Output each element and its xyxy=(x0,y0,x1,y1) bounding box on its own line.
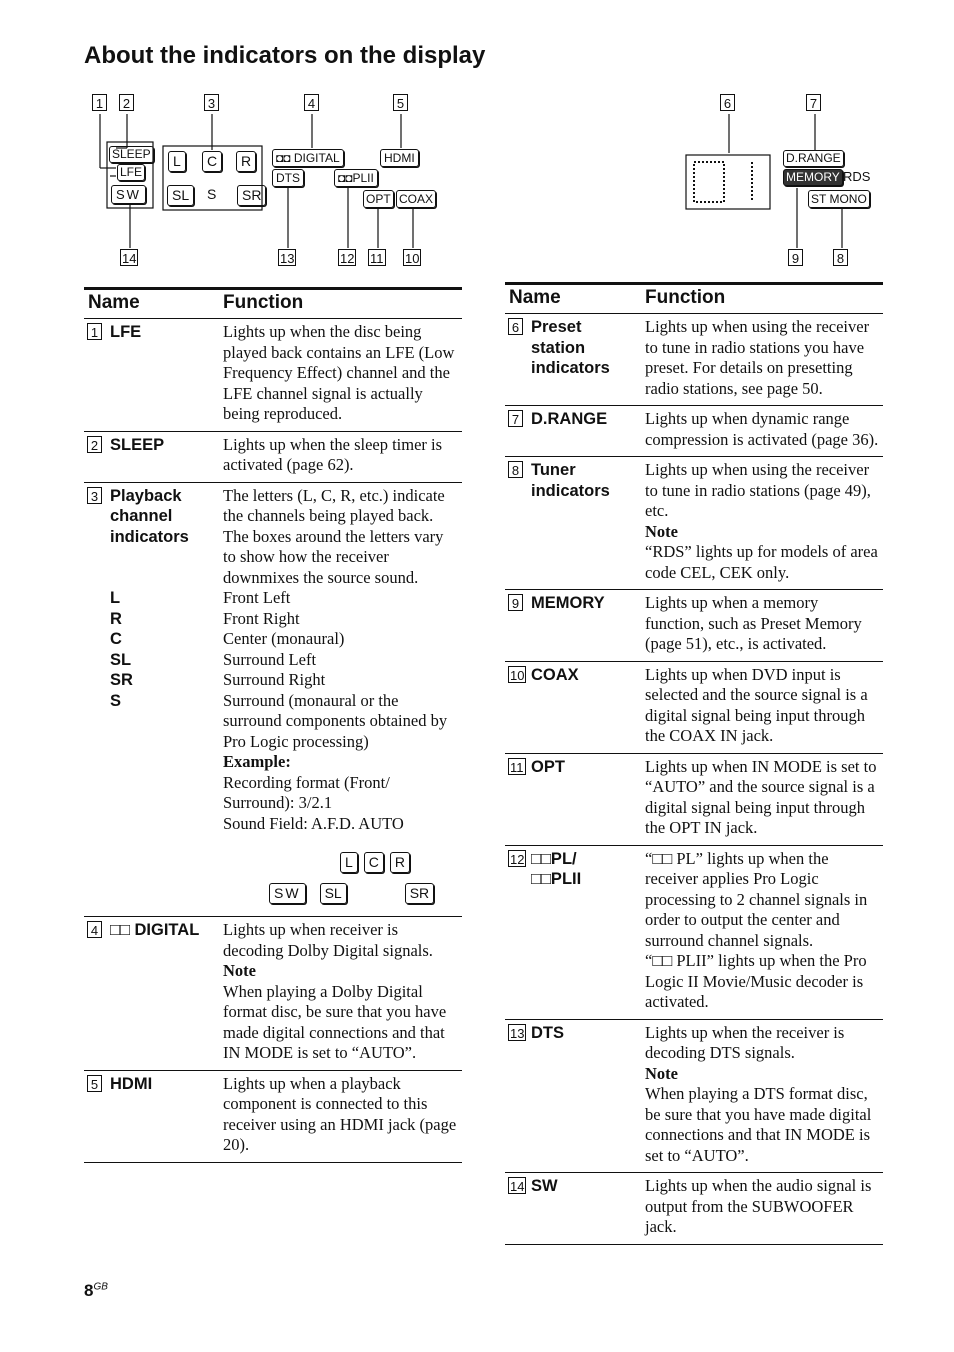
callout-11: 11 xyxy=(370,251,384,266)
indicator-name: indicators xyxy=(531,359,610,377)
indicator-function: Lights up when a memory function, such as Preset Memory (page 51), etc., is activated. xyxy=(645,593,862,653)
row-number: 14 xyxy=(510,1179,525,1194)
callout-9: 9 xyxy=(788,249,803,266)
left-indicator-table xyxy=(84,287,462,1163)
row-number: 1 xyxy=(87,323,102,340)
dts-indicator: DTS xyxy=(272,169,304,187)
drange-indicator: D.RANGE xyxy=(783,150,844,167)
channel-code: C xyxy=(110,630,122,648)
l-indicator: L xyxy=(168,151,186,172)
indicator-name: □□PL/ xyxy=(531,849,577,868)
indicator-function: Lights up when using the receiver to tune in radio stations you have preset. For details on presetting radio stations, see page 50. xyxy=(645,317,870,398)
page-title: About the indicators on the display xyxy=(84,42,486,69)
channel-code: SR xyxy=(110,671,133,689)
table-row xyxy=(505,845,883,1019)
example-line: Sound Field: A.F.D. AUTO xyxy=(223,813,404,833)
c-indicator: C xyxy=(202,151,222,172)
table-row xyxy=(505,753,883,845)
example-box: SR xyxy=(405,883,434,904)
rds-indicator: RDS xyxy=(843,169,871,184)
callout-5: 5 xyxy=(393,94,408,111)
indicator-name: station xyxy=(531,338,586,357)
indicator-name: MEMORY xyxy=(531,594,605,612)
s-indicator: S xyxy=(207,186,217,202)
page-suffix: GB xyxy=(93,1281,108,1293)
table-row xyxy=(84,1070,462,1162)
callout-12: 12 xyxy=(340,251,355,266)
row-number: 6 xyxy=(508,318,523,335)
name-header: Name xyxy=(84,289,219,319)
r-indicator: R xyxy=(236,151,256,172)
dolby-icon: ◘◘ xyxy=(338,171,353,185)
callout-13: 13 xyxy=(280,251,295,266)
name-header: Name xyxy=(505,284,641,314)
indicator-function: Lights up when a playback component is connected to this receiver using an HDMI jack (page 20). xyxy=(223,1073,457,1154)
table-row xyxy=(505,1019,883,1173)
row-number: 12 xyxy=(510,851,525,867)
indicator-function: Lights up when dynamic range compression is activated (page 36). xyxy=(645,409,879,449)
row-number: 10 xyxy=(510,667,525,683)
indicator-function: Lights up when IN MODE is set to “AUTO” and the source signal is a digital signal being input through the OPT IN jack. xyxy=(645,756,877,837)
indicator-function: “□□ PL” lights up when the receiver applies Pro Logic processing to 2 channel signals in order to output the center and surround channel signals. xyxy=(645,848,868,950)
indicator-function: The letters (L, C, R, etc.) indicate the channels being played back. The boxes around the letters vary to show how the receiver downmixes the source sound. xyxy=(223,485,445,587)
indicator-function: Lights up when the audio signal is output from the SUBWOOFER jack. xyxy=(645,1176,872,1236)
table-row xyxy=(84,431,462,482)
table-row xyxy=(84,917,462,1071)
channel-code: SL xyxy=(110,650,132,669)
example-label: Example: xyxy=(223,752,291,771)
callout-3: 3 xyxy=(204,94,219,111)
table-row xyxy=(505,457,883,590)
example-box: SL xyxy=(320,883,347,904)
table-row xyxy=(84,319,462,432)
callout-8: 8 xyxy=(833,249,848,266)
indicator-name: Tuner xyxy=(531,461,576,479)
indicator-name: SW xyxy=(531,1177,558,1195)
indicator-name: LFE xyxy=(110,323,142,341)
table-row xyxy=(505,1173,883,1245)
indicator-name: channel xyxy=(110,507,173,525)
indicator-function: Lights up when the sleep timer is activated (page 62). xyxy=(223,434,443,474)
row-number: 7 xyxy=(508,410,523,427)
example-bottom-boxes xyxy=(223,883,458,904)
sw-indicator: SW xyxy=(111,185,146,204)
indicator-function: Lights up when DVD input is selected and the source signal is a digital signal being input through the COAX IN jack. xyxy=(645,664,868,745)
row-number: 2 xyxy=(87,436,102,453)
table-row xyxy=(505,406,883,457)
digital-label: DIGITAL xyxy=(293,151,340,165)
indicator-name: OPT xyxy=(531,757,565,776)
indicator-function: Lights up when using the receiver to tune in radio stations (page 49), etc. xyxy=(645,460,871,520)
indicator-name: HDMI xyxy=(110,1074,153,1093)
table-row xyxy=(505,661,883,753)
note-label: Note xyxy=(223,961,256,980)
row-number: 5 xyxy=(87,1075,102,1092)
channel-code: L xyxy=(110,589,121,607)
channel-desc: Center (monaural) xyxy=(223,629,345,648)
row-number: 9 xyxy=(508,594,523,611)
indicator-name: indicators xyxy=(110,527,189,546)
lfe-indicator: LFE xyxy=(117,164,145,181)
table-row xyxy=(84,482,462,917)
example-top-boxes xyxy=(223,852,458,873)
dolby-icon: ◘◘ xyxy=(276,151,294,165)
indicator-name: D.RANGE xyxy=(531,410,608,428)
sl-indicator: SL xyxy=(167,185,194,206)
coax-indicator: COAX xyxy=(396,190,436,208)
callout-2: 2 xyxy=(119,94,134,111)
row-number: 3 xyxy=(87,487,102,504)
channel-code: R xyxy=(110,609,122,628)
callout-14: 14 xyxy=(122,251,137,266)
indicator-name: DTS xyxy=(531,1023,564,1042)
sr-indicator: SR xyxy=(237,185,266,206)
right-indicator-table xyxy=(505,282,883,1245)
row-number: 4 xyxy=(87,921,102,938)
indicator-function: Lights up when the receiver is decoding DTS signals. xyxy=(645,1022,845,1062)
row-number: 11 xyxy=(510,759,524,775)
indicator-function: Lights up when receiver is decoding Dolby Digital signals. xyxy=(223,920,433,960)
dolby-digital-indicator xyxy=(272,149,344,167)
hdmi-indicator: HDMI xyxy=(380,149,419,167)
callout-1: 1 xyxy=(92,94,107,111)
channel-code: S xyxy=(110,691,122,710)
example-box: SW xyxy=(269,883,306,904)
indicator-name: □□PLII xyxy=(531,870,582,888)
callout-4: 4 xyxy=(304,94,319,111)
example-box: C xyxy=(364,852,384,873)
function-header: Function xyxy=(641,284,883,314)
row-number: 13 xyxy=(510,1025,525,1041)
example-line: Recording format (Front/ Surround): 3/2.1 xyxy=(223,772,390,812)
indicator-function: Lights up when the disc being played back contains an LFE (Low Frequency Effect) channel and the LFE channel signal is actually being reproduced. xyxy=(223,322,455,423)
stmono-indicator: ST MONO xyxy=(808,190,870,208)
channel-desc: Front Left xyxy=(223,588,291,607)
callout-7: 7 xyxy=(806,94,821,111)
memory-indicator: MEMORY xyxy=(783,169,843,186)
channel-desc: Surround Right xyxy=(223,670,326,689)
table-row xyxy=(505,314,883,406)
note-text: “RDS” lights up for models of area code CEL, CEK only. xyxy=(645,542,878,582)
page-number-value: 8 xyxy=(84,1281,94,1300)
pl2-label: PLII xyxy=(352,171,374,185)
indicator-name: Playback xyxy=(110,486,182,505)
channel-desc: Surround Left xyxy=(223,649,317,669)
note-text: When playing a Dolby Digital format disc, be sure that you have made digital connections and that IN MODE is set to “AUTO”. xyxy=(223,981,447,1062)
row-number: 8 xyxy=(508,461,523,478)
indicator-name: □□ DIGITAL xyxy=(110,921,200,939)
channel-desc: Front Right xyxy=(223,608,300,628)
note-text: When playing a DTS format disc, be sure that you have made digital connections and that IN MODE is set to “AUTO”. xyxy=(645,1084,872,1165)
diagram-labels xyxy=(0,0,954,280)
note-label: Note xyxy=(645,521,678,541)
note-label: Note xyxy=(645,1063,678,1083)
channel-desc: Surround (monaural or the surround components obtained by Pro Logic processing) xyxy=(223,690,448,751)
callout-10: 10 xyxy=(405,251,420,266)
example-box: R xyxy=(390,852,410,873)
indicator-function: “□□ PLII” lights up when the Pro Logic II Movie/Music decoder is activated. xyxy=(645,951,867,1011)
opt-indicator: OPT xyxy=(363,190,394,208)
indicator-name: SLEEP xyxy=(110,435,165,454)
indicator-name: indicators xyxy=(531,481,610,500)
example-box: L xyxy=(340,852,358,873)
sleep-indicator: SLEEP xyxy=(109,146,154,163)
page-number xyxy=(84,1281,108,1301)
indicator-name: COAX xyxy=(531,665,579,684)
function-header: Function xyxy=(219,289,462,319)
callout-6: 6 xyxy=(720,94,735,111)
pl2-indicator xyxy=(334,169,378,187)
indicator-name: Preset xyxy=(531,318,582,336)
table-row xyxy=(505,590,883,662)
